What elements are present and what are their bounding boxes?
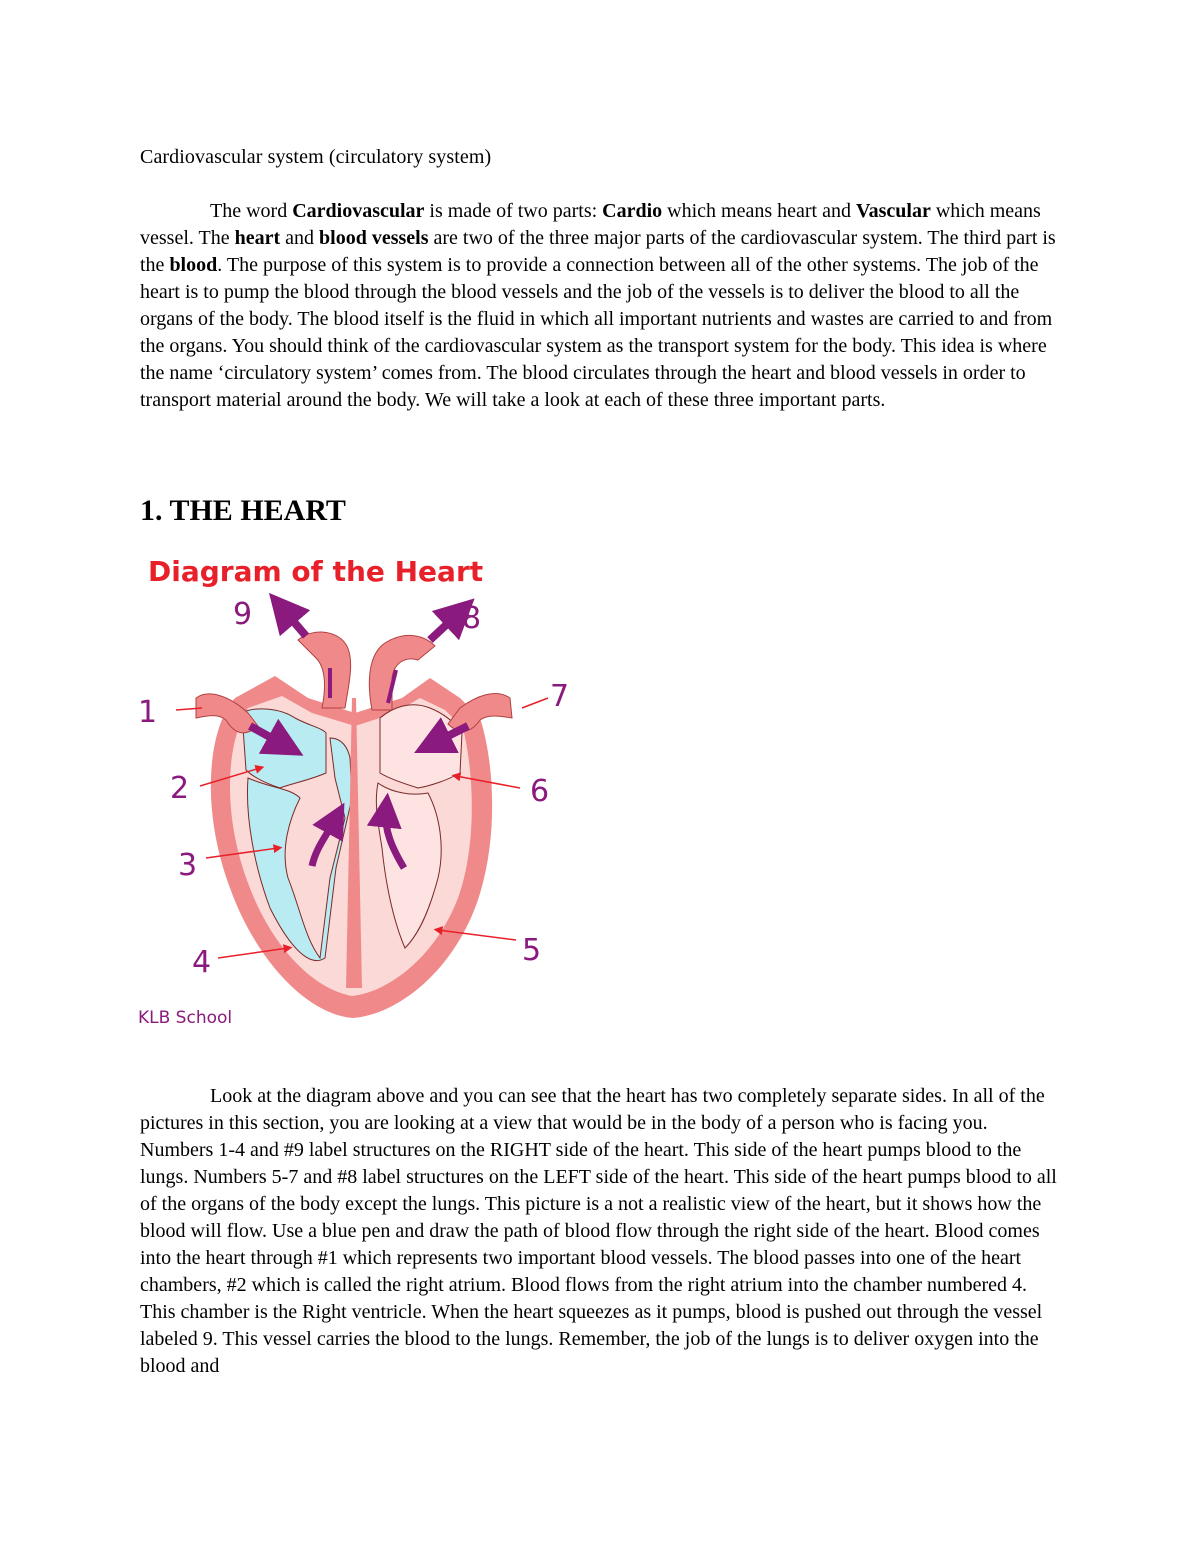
paragraph-run: . The purpose of this system is to provide a connection between all of the other systems. The job of the heart is to pump the blood through the blood vessels and the job of the vessels is to deliver the blood to all the organs of the body. The blood itself is the fluid in which all important nutrients and wastes are carried to and from the organs. You should think of the cardiovascular system as the transport system for the body. This idea is where the name ‘circulatory system’ comes from. The blood circulates through the heart and blood vessels in order to transport material around the body. We will take a look at each of these three important parts. — [140, 254, 1053, 411]
paragraph-run: is made of two parts: — [424, 200, 603, 222]
pointer-line-7 — [522, 698, 548, 708]
bold-term: Vascular — [856, 200, 931, 222]
paragraph-run: which means heart and — [662, 200, 856, 222]
body-paragraph — [140, 1083, 1065, 1380]
document-title: Cardiovascular system (circulatory system) — [140, 146, 492, 168]
diagram-credit: KLB School — [138, 1008, 233, 1028]
diagram-label-1: 1 — [138, 695, 158, 730]
paragraph-run: and — [280, 227, 320, 249]
flow-arrow-8 — [430, 612, 460, 640]
intro-paragraph-text — [140, 200, 1056, 411]
body-paragraph-text: Look at the diagram above and you can see that the heart has two completely separate sides. In all of the pictures in this section, you are looking at a view that would be in the body of a person who is facing you. Numbers 1-4 and #9 label structures on the RIGHT side of the heart. This side of the heart pumps blood to the lungs. Numbers 5-7 and #8 label structures on the LEFT side of the heart. This side of the heart pumps blood to all of the organs of the body except the lungs. This picture is a not a realistic view of the heart, but it shows how the blood will flow. Use a blue pen and draw the path of blood flow through the right side of the heart. Blood comes into the heart through #1 which represents two important blood vessels. The blood passes into one of the heart chambers, #2 which is called the right atrium. Blood flows from the right atrium into the chamber numbered 4. This chamber is the Right ventricle. When the heart squeezes as it pumps, blood is pushed out through the vessel labeled 9. This vessel carries the blood to the lungs. Remember, the job of the lungs is to deliver oxygen into the blood and — [140, 1085, 1057, 1377]
diagram-label-7: 7 — [550, 679, 570, 714]
section-heading-the-heart: 1. THE HEART — [140, 494, 346, 527]
diagram-label-3: 3 — [178, 848, 198, 883]
heart-diagram-svg — [130, 548, 580, 1038]
diagram-label-8: 8 — [462, 601, 482, 636]
bold-term: blood — [169, 254, 218, 276]
bold-term: Cardio — [602, 200, 663, 222]
diagram-title: Diagram of the Heart — [148, 555, 484, 588]
paragraph-run: The word — [210, 200, 293, 222]
flow-arrow-9 — [282, 608, 306, 636]
diagram-label-2: 2 — [170, 771, 190, 806]
diagram-label-6: 6 — [530, 774, 550, 809]
intro-paragraph — [140, 198, 1065, 414]
diagram-label-4: 4 — [192, 945, 212, 980]
paragraph-run: are two of the three major parts of the cardiovascular system. The third part is the — [140, 227, 1056, 276]
heart-diagram — [130, 548, 580, 1038]
paragraph-run: which means vessel. The — [140, 200, 1041, 249]
bold-term: blood vessels — [319, 227, 429, 249]
diagram-label-5: 5 — [522, 933, 542, 968]
bold-term: Cardiovascular — [292, 200, 425, 222]
bold-term: heart — [234, 227, 281, 249]
diagram-label-9: 9 — [233, 597, 253, 632]
